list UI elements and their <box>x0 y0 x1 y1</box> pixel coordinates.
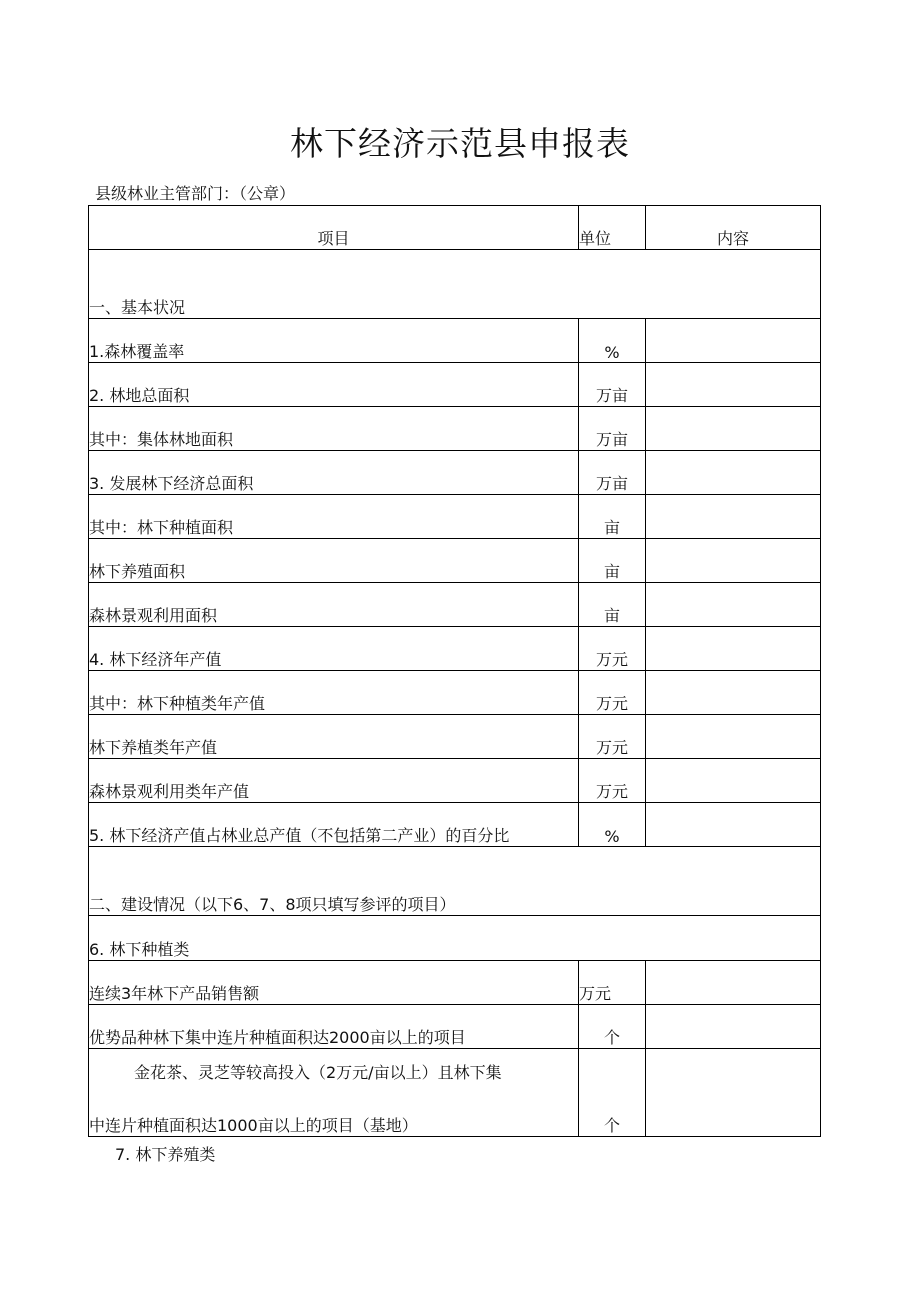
row-label: 其中：林下种植类年产值 <box>89 671 579 715</box>
row-unit: 个 <box>579 1005 646 1049</box>
table-row <box>89 671 821 715</box>
row-unit: 万元 <box>579 961 646 1005</box>
row-label-multiline <box>89 1049 579 1137</box>
row-unit: 万元 <box>579 671 646 715</box>
content-cell[interactable] <box>646 1049 821 1137</box>
row-label: 其中：林下种植面积 <box>89 495 579 539</box>
content-cell[interactable] <box>646 715 821 759</box>
content-cell[interactable] <box>646 583 821 627</box>
table-row <box>89 363 821 407</box>
row-label: 3. 发展林下经济总面积 <box>89 451 579 495</box>
row-label: 5. 林下经济产值占林业总产值（不包括第二产业）的百分比 <box>89 803 579 847</box>
row-unit: 万元 <box>579 627 646 671</box>
subsection-planting-label: 6. 林下种植类 <box>89 916 821 961</box>
row-unit: % <box>579 803 646 847</box>
page-title: 林下经济示范县申报表 <box>290 124 630 163</box>
table-row <box>89 583 821 627</box>
row-label-line2: 中连片种植面积达1000亩以上的项目（基地） <box>89 1116 418 1135</box>
table-row <box>89 451 821 495</box>
row-unit: 个 <box>579 1049 646 1137</box>
content-cell[interactable] <box>646 803 821 847</box>
row-label: 林下养殖面积 <box>89 539 579 583</box>
header-unit: 单位 <box>579 206 646 250</box>
row-unit: 万亩 <box>579 407 646 451</box>
content-cell[interactable] <box>646 1005 821 1049</box>
content-cell[interactable] <box>646 363 821 407</box>
content-cell[interactable] <box>646 495 821 539</box>
table-row <box>89 759 821 803</box>
content-cell[interactable] <box>646 671 821 715</box>
row-label-line1: 金花茶、灵芝等较高投入（2万元/亩以上）且林下集 <box>134 1063 502 1082</box>
header-item: 项目 <box>89 206 579 250</box>
section-basic-label: 一、基本状况 <box>89 250 821 319</box>
section-construction-label: 二、建设情况（以下6、7、8项只填写参评的项目） <box>89 847 821 916</box>
content-cell[interactable] <box>646 319 821 363</box>
row-label: 森林景观利用面积 <box>89 583 579 627</box>
row-label: 优势品种林下集中连片种植面积达2000亩以上的项目 <box>89 1005 579 1049</box>
table-row <box>89 539 821 583</box>
table-row <box>89 715 821 759</box>
row-label: 森林景观利用类年产值 <box>89 759 579 803</box>
row-unit: 万亩 <box>579 363 646 407</box>
header-content: 内容 <box>646 206 821 250</box>
row-unit: % <box>579 319 646 363</box>
table-row <box>89 803 821 847</box>
row-label: 其中：集体林地面积 <box>89 407 579 451</box>
table-row <box>89 627 821 671</box>
table-header-row <box>89 206 821 250</box>
row-unit: 万亩 <box>579 451 646 495</box>
content-cell[interactable] <box>646 961 821 1005</box>
table-row <box>89 407 821 451</box>
row-label: 连续3年林下产品销售额 <box>89 961 579 1005</box>
row-unit: 亩 <box>579 495 646 539</box>
row-label: 2. 林地总面积 <box>89 363 579 407</box>
content-cell[interactable] <box>646 627 821 671</box>
application-form-table <box>88 205 821 1137</box>
content-cell[interactable] <box>646 539 821 583</box>
table-row <box>89 1049 821 1137</box>
table-row <box>89 961 821 1005</box>
section-row-construction <box>89 847 821 916</box>
section-row-basic <box>89 250 821 319</box>
row-unit: 亩 <box>579 539 646 583</box>
table-row <box>89 495 821 539</box>
row-unit: 万元 <box>579 715 646 759</box>
row-label: 林下养植类年产值 <box>89 715 579 759</box>
subsection-row-planting <box>89 916 821 961</box>
row-unit: 亩 <box>579 583 646 627</box>
content-cell[interactable] <box>646 451 821 495</box>
table-row <box>89 319 821 363</box>
row-label: 1.森林覆盖率 <box>89 319 579 363</box>
subsection-breeding-label: 7. 林下养殖类 <box>115 1145 216 1164</box>
row-label: 4. 林下经济年产值 <box>89 627 579 671</box>
row-unit: 万元 <box>579 759 646 803</box>
content-cell[interactable] <box>646 759 821 803</box>
department-line: 县级林业主管部门：（公章） <box>95 184 296 203</box>
content-cell[interactable] <box>646 407 821 451</box>
table-row <box>89 1005 821 1049</box>
